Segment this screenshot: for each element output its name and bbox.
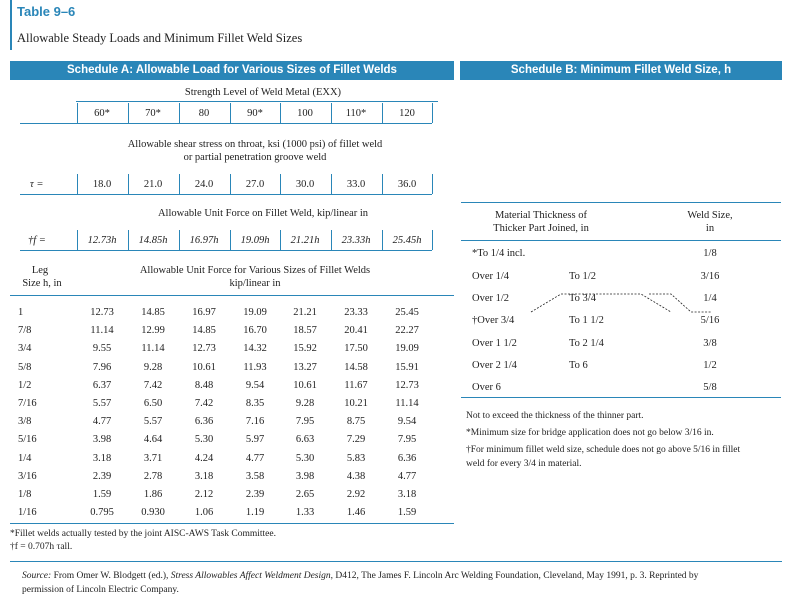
schedule-b-from: Over 1/4 — [472, 271, 510, 282]
tau-value-tick — [331, 174, 332, 194]
f-value-cell: 21.21h — [290, 235, 320, 246]
schedule-b-from: Over 6 — [472, 382, 501, 393]
table-cell: 5.30 — [295, 452, 315, 464]
leg-size: 1 — [18, 307, 24, 318]
table-cell: 21.21 — [293, 307, 317, 318]
schedule-b-col1-header-1: Material Thickness of — [495, 210, 587, 221]
table-cell: 12.73 — [90, 307, 114, 318]
leader-line-right — [649, 294, 711, 312]
strength-level-cell: 80 — [198, 108, 210, 119]
tau-value-tick — [432, 174, 433, 194]
schedule-b-weld: 5/16 — [700, 315, 720, 326]
table-cell: 1.33 — [295, 507, 315, 519]
table-cell: 2.39 — [92, 470, 112, 482]
strength-level-tick — [331, 103, 332, 123]
table-cell: 1.86 — [143, 489, 163, 500]
schedule-b-col1-header-2: Thicker Part Joined, in — [493, 223, 589, 234]
schedule-b-note-3: †For minimum fillet weld size, schedule does not go above 5/16 in fillet — [466, 445, 741, 455]
strength-level-cell: 70* — [145, 108, 161, 119]
table-cell: 4.77 — [245, 452, 265, 464]
table-cell: 12.73 — [192, 343, 216, 355]
table-cell: 25.45 — [395, 307, 419, 318]
table-cell: 5.97 — [245, 434, 265, 446]
strength-level-tick — [179, 103, 180, 123]
strength-level-cell: 120 — [399, 108, 415, 119]
f-value-tick — [77, 230, 78, 250]
tau-value-cell: 24.0 — [194, 179, 214, 190]
f-symbol: †f = — [28, 235, 46, 246]
table-cell: 4.77 — [92, 416, 112, 428]
table-cell: 3.18 — [194, 470, 214, 482]
tau-value-cell: 18.0 — [92, 179, 112, 190]
schedule-b-from: Over 1 1/2 — [472, 338, 517, 349]
table-cell: 7.95 — [397, 434, 417, 446]
table-cell: 16.70 — [243, 325, 267, 337]
table-cell: 19.09 — [395, 343, 419, 355]
strength-rule — [76, 101, 438, 102]
strength-level-tick — [128, 103, 129, 123]
table-cell: 7.96 — [92, 361, 112, 373]
leg-size: 1/2 — [18, 379, 32, 391]
shear-header-1: Allowable shear stress on throat, ksi (1000 psi) of fillet weld — [127, 139, 383, 150]
strength-level-cell: 110* — [345, 108, 367, 119]
leg-size: 5/8 — [18, 361, 32, 373]
f-value-cell: 16.97h — [189, 235, 219, 246]
table-cell: 15.92 — [293, 343, 317, 355]
table-cell: 14.85 — [141, 307, 165, 318]
f-value-tick — [179, 230, 180, 250]
table-cell: 9.28 — [295, 398, 315, 409]
schedule-b-leader-lines — [461, 290, 781, 340]
tau-value-tick — [382, 174, 383, 194]
sizes-header-1: Allowable Unit Force for Various Sizes of Fillet Welds — [139, 265, 371, 276]
table-cell: 13.27 — [293, 361, 317, 373]
table-cell: 6.37 — [92, 379, 112, 391]
table-cell: 0.795 — [90, 507, 114, 519]
table-cell: 14.32 — [243, 343, 267, 355]
table-cell: 1.46 — [346, 507, 366, 519]
unit-force-header: Allowable Unit Force on Fillet Weld, kip/linear in — [157, 208, 369, 219]
table-cell: 8.48 — [194, 379, 214, 391]
table-caption: Allowable Steady Loads and Minimum Fillet Weld Sizes — [17, 31, 303, 45]
table-cell: 9.54 — [245, 379, 265, 391]
table-cell: 11.14 — [90, 325, 114, 337]
table-cell: 9.28 — [143, 361, 163, 373]
table-cell: 3.18 — [92, 452, 112, 464]
table-cell: 5.83 — [346, 452, 366, 464]
leg-header-1: Leg — [31, 265, 49, 276]
schedule-b-to: To 1 1/2 — [569, 315, 604, 326]
table-cell: 6.36 — [194, 416, 214, 428]
schedule-b-to: To 2 1/4 — [569, 338, 604, 349]
leg-header-2: Size h, in — [22, 278, 62, 289]
leg-size: 3/16 — [18, 470, 37, 482]
f-value-cell: 19.09h — [240, 235, 270, 246]
schedule-b-weld: 1/2 — [703, 360, 717, 371]
table-cell: 22.27 — [395, 325, 419, 337]
strength-level-tick — [230, 103, 231, 123]
schedule-b-to: To 3/4 — [569, 293, 596, 304]
f-value-cell: 12.73h — [87, 235, 117, 246]
leg-size: 1/4 — [18, 452, 32, 464]
table-cell: 12.73 — [395, 379, 419, 391]
table-cell: 4.77 — [397, 470, 417, 482]
tau-value-cell: 36.0 — [397, 179, 417, 190]
table-cell: 8.35 — [245, 398, 265, 409]
table-cell: 3.58 — [245, 470, 265, 482]
schedule-b-note-4: weld for every 3/4 in material. — [466, 459, 582, 469]
tau-value-cell: 21.0 — [143, 179, 163, 190]
schedule-b-col2-header-1: Weld Size, — [687, 210, 733, 221]
table-cell: 1.59 — [92, 489, 112, 500]
leader-line-left — [531, 294, 671, 312]
table-cell: 6.36 — [397, 452, 417, 464]
f-value-cell: 25.45h — [392, 235, 422, 246]
leg-size: 3/8 — [18, 416, 32, 428]
schedule-b-from: Over 1/2 — [472, 293, 510, 304]
table-cell: 6.63 — [295, 434, 315, 446]
table-cell: 4.38 — [346, 470, 366, 482]
leg-size: 7/8 — [18, 325, 32, 337]
tau-value-cell: 30.0 — [295, 179, 315, 190]
table-cell: 7.95 — [295, 416, 315, 428]
tau-value-tick — [77, 174, 78, 194]
table-cell: 1.59 — [397, 507, 417, 519]
table-cell: 17.50 — [344, 343, 368, 355]
tau-value-tick — [230, 174, 231, 194]
schedule-b-header-rule — [461, 240, 781, 241]
leg-size: 3/4 — [18, 343, 32, 355]
table-cell: 10.61 — [293, 379, 317, 391]
strength-level-cell: 60* — [94, 108, 110, 119]
source-text-1: From Omer W. Blodgett (ed.), — [53, 571, 171, 581]
f-value-tick — [382, 230, 383, 250]
table-cell: 0.930 — [141, 507, 165, 519]
strength-level-cell: 90* — [247, 108, 263, 119]
tau-value-cell: 27.0 — [245, 179, 265, 190]
schedule-b-header: Schedule B: Minimum Fillet Weld Size, h — [460, 61, 782, 80]
table-cell: 11.14 — [141, 343, 165, 355]
table-cell: 9.55 — [92, 343, 112, 355]
table-cell: 4.24 — [194, 452, 214, 464]
tau-value-tick — [280, 174, 281, 194]
table-cell: 14.58 — [344, 361, 368, 373]
leg-size: 7/16 — [18, 398, 37, 409]
f-value-rule — [20, 250, 432, 251]
table-cell: 12.99 — [141, 325, 165, 337]
leg-size: 5/16 — [18, 434, 37, 446]
tau-value-tick — [128, 174, 129, 194]
f-value-tick — [331, 230, 332, 250]
source-text-2: D412, The James F. Lincoln Arc Welding Foundation, Cleveland, May 1991, p. 3. Reprinted by — [333, 571, 699, 581]
schedule-b-col2-header-2: in — [705, 223, 715, 234]
schedule-b-to: To 6 — [569, 360, 588, 371]
f-value-tick — [280, 230, 281, 250]
table-cell: 3.71 — [143, 452, 163, 464]
schedule-b-note-2: *Minimum size for bridge application does not go below 3/16 in. — [466, 428, 714, 438]
source-title: Stress Allowables Affect Weldment Design, — [170, 571, 334, 581]
schedule-b-from: *To 1/4 incl. — [472, 248, 526, 259]
tau-symbol: τ = — [30, 179, 44, 190]
footnote-tested: *Fillet welds actually tested by the joint AISC-AWS Task Committee. — [10, 529, 276, 539]
table-cell: 2.78 — [143, 470, 163, 482]
table-cell: 8.75 — [346, 416, 366, 428]
tau-value-rule — [20, 194, 432, 195]
table-cell: 10.61 — [192, 361, 216, 373]
schedule-b-from: Over 2 1/4 — [472, 360, 517, 371]
table-cell: 23.33 — [344, 307, 368, 318]
table-cell: 7.42 — [143, 379, 163, 391]
strength-level-tick — [77, 103, 78, 123]
table-cell: 19.09 — [243, 307, 267, 318]
table-cell: 16.97 — [192, 307, 216, 318]
table-cell: 5.57 — [143, 416, 163, 428]
table-cell: 20.41 — [344, 325, 368, 337]
sizes-header-rule — [10, 295, 454, 296]
table-cell: 18.57 — [293, 325, 317, 337]
table-cell: 11.67 — [344, 379, 368, 391]
table-cell: 9.54 — [397, 416, 417, 428]
schedule-a-bottom-rule — [10, 523, 454, 524]
table-cell: 11.93 — [243, 361, 267, 373]
table-cell: 5.30 — [194, 434, 214, 446]
table-cell: 11.14 — [395, 398, 419, 409]
schedule-b-note-1: Not to exceed the thickness of the thinner part. — [466, 411, 644, 421]
f-value-cell: 23.33h — [341, 235, 371, 246]
table-cell: 3.98 — [295, 470, 315, 482]
strength-level-tick — [280, 103, 281, 123]
f-value-cell: 14.85h — [138, 235, 168, 246]
footnote-f: †f = 0.707h τall. — [10, 542, 73, 552]
schedule-a-header: Schedule A: Allowable Load for Various Sizes of Fillet Welds — [10, 61, 454, 80]
schedule-b-from: †Over 3/4 — [472, 315, 515, 326]
schedule-b-to: To 1/2 — [569, 271, 596, 282]
source-citation — [22, 569, 782, 597]
table-cell: 3.98 — [92, 434, 112, 446]
tau-value-cell: 33.0 — [346, 179, 366, 190]
table-cell: 15.91 — [395, 361, 419, 373]
schedule-b-weld: 3/8 — [703, 338, 717, 349]
schedule-b-weld: 1/4 — [703, 293, 717, 304]
source-text-3: permission of Lincoln Electric Company. — [22, 585, 179, 595]
strength-level-tick — [382, 103, 383, 123]
title-accent-rule — [10, 0, 12, 50]
f-value-tick — [432, 230, 433, 250]
table-cell: 10.21 — [344, 398, 368, 409]
table-cell: 1.19 — [245, 507, 265, 519]
table-cell: 1.06 — [194, 507, 214, 519]
schedule-b-weld: 5/8 — [703, 382, 717, 393]
table-cell: 4.64 — [143, 434, 163, 446]
strength-level-tick — [432, 103, 433, 123]
source-rule — [10, 561, 782, 562]
tau-value-tick — [179, 174, 180, 194]
leg-size: 1/8 — [18, 489, 32, 500]
f-value-tick — [128, 230, 129, 250]
table-cell: 7.42 — [194, 398, 214, 409]
table-cell: 3.18 — [397, 489, 417, 500]
table-cell: 7.29 — [346, 434, 366, 446]
strength-level-rule — [20, 123, 432, 124]
source-prefix: Source: — [22, 571, 54, 581]
table-cell: 2.12 — [194, 489, 214, 500]
table-label: Table 9–6 — [17, 4, 76, 19]
table-cell: 14.85 — [192, 325, 216, 337]
shear-header-2: or partial penetration groove weld — [183, 152, 327, 163]
schedule-b-weld: 3/16 — [700, 271, 720, 282]
table-cell: 2.92 — [346, 489, 366, 500]
table-cell: 5.57 — [92, 398, 112, 409]
leg-size: 1/16 — [18, 507, 37, 519]
strength-header: Strength Level of Weld Metal (EXX) — [184, 87, 342, 98]
sizes-header-2: kip/linear in — [229, 278, 281, 289]
f-value-tick — [230, 230, 231, 250]
schedule-b-weld: 1/8 — [703, 248, 717, 259]
table-cell: 2.39 — [245, 489, 265, 500]
table-cell: 6.50 — [143, 398, 163, 409]
table-cell: 2.65 — [295, 489, 315, 500]
table-cell: 7.16 — [245, 416, 265, 428]
strength-level-cell: 100 — [297, 108, 313, 119]
